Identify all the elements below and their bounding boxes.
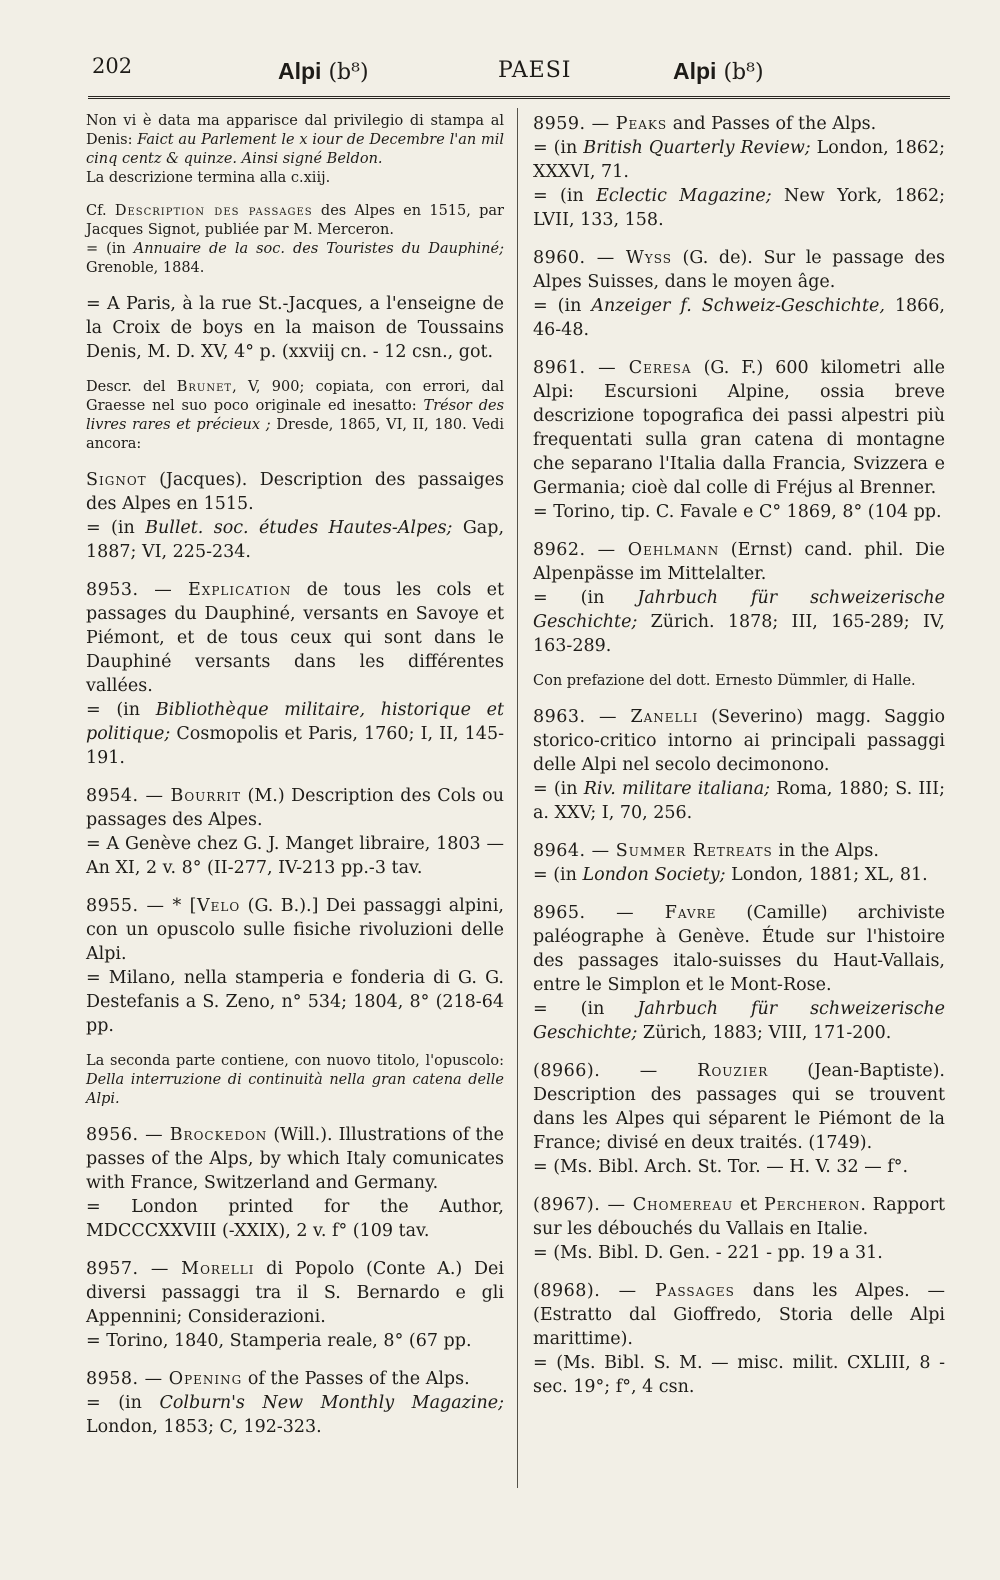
column-divider — [517, 108, 518, 1488]
note-8962: Con prefazione del dott. Ernesto Dümmler, di Halle. — [533, 673, 916, 689]
left-column — [86, 112, 504, 1453]
entry-8960: 8960. — Wyss (G. de). Sur le passage des Alpes Suisses, dans le moyen âge. = (in Anzeiger f. Schweiz-Geschichte, 1866, 46-48. — [533, 248, 945, 340]
note-8955: La seconda parte contiene, con nuovo titolo, l'opuscolo: Della interruzione di continuità nella gran catena delle Alpi. — [86, 1053, 504, 1107]
right-column — [533, 112, 945, 1413]
header-left-sup: (b⁸) — [328, 60, 369, 85]
note-cf: Cf. Description des passages des Alpes en 1515, par Jacques Signot, publiée par M. Merceron. = (in Annuaire de la soc. des Touristes du Dauphiné; Grenoble, 1884. — [86, 203, 504, 276]
entry-8961: 8961. — Ceresa (G. F.) 600 kilometri alle Alpi: Escursioni Alpine, ossia breve descrizione topografica dei passi alpestri più frequentati sulla gran catena di montagne che separano l'Italia dalla Francia, Svizzera e Germania; cioè dal colle di Fréjus al Brenner. = Torino, tip. C. Favale e C° 1869, 8° (104 pp. — [533, 358, 945, 522]
entry-8954: 8954. — Bourrit (M.) Description des Cols ou passages des Alpes. = A Genève chez G. J. Manget libraire, 1803 — An XI, 2 v. 8° (II-277, IV-213 pp.-3 tav. — [86, 786, 504, 878]
entry-8955: 8955. — * [Velo (G. B.).] Dei passaggi alpini, con un opuscolo sulle fisiche rivoluzioni delle Alpi. = Milano, nella stamperia e fonderia di G. G. Destefanis a S. Zeno, n° 534; 1804, 8° (218-64 pp. — [86, 896, 504, 1036]
entry-8962: 8962. — Oehlmann (Ernst) cand. phil. Die Alpenpässe im Mittelalter. = (in Jahrbuch für schweizerische Geschichte; Zürich. 1878; III, 165-289; IV, 163-289. — [533, 540, 945, 656]
note-brunet: Descr. del Brunet, V, 900; copiata, con errori, dal Graesse nel suo poco originale ed inesatto: Trésor des livres rares et précieux ; Dresde, 1865, VI, II, 180. Vedi ancora: — [86, 379, 505, 452]
header-left-title: Alpi — [278, 58, 322, 84]
entry-8959: 8959. — Peaks and Passes of the Alps. = (in British Quarterly Review; London, 1862; XXXVI, 71. = (in Eclectic Magazine; New York, 1862; LVII, 133, 158. — [533, 114, 946, 230]
entry-8966: (8966). — Rouzier (Jean-Baptiste). Description des passages qui se trouvent dans les Alpes qui séparent le Piémont de la France; divisé en deux traités. (1749). = (Ms. Bibl. Arch. St. Tor. — H. V. 32 — f°. — [533, 1061, 945, 1177]
header-right-title: Alpi — [673, 58, 717, 84]
entry-signot: Signot (Jacques). Description des passaiges des Alpes en 1515. = (in Bullet. soc. études Hautes-Alpes; Gap, 1887; VI, 225-234. — [86, 470, 505, 562]
header-right-sup: (b⁸) — [723, 60, 764, 85]
entry-8956: 8956. — Brockedon (Will.). Illustrations of the passes of the Alps, by which Italy comunicates with France, Switzerland and Germany. = London printed for the Author, MDCCCXXVIII (-XXIX), 2 v. f° (109 tav. — [86, 1125, 504, 1241]
entry-8957: 8957. — Morelli di Popolo (Conte A.) Dei diversi passaggi tra il S. Bernardo e gli Appennini; Considerazioni. = Torino, 1840, Stamperia reale, 8° (67 pp. — [86, 1259, 504, 1351]
entry-8967: (8967). — Chomereau et Percheron. Rapport sur les débouchés du Vallais en Italie. = (Ms. Bibl. D. Gen. - 221 - pp. 19 a 31. — [533, 1195, 945, 1263]
entry-8964: 8964. — Summer Retreats in the Alps. = (in London Society; London, 1881; XL, 81. — [533, 841, 928, 885]
entry-paris-edition: = A Paris, à la rue St.-Jacques, a l'enseigne de la Croix de boys en la maison de Toussains Denis, M. D. XV, 4° p. (xxviij cn. - 12 csn., got. — [86, 294, 504, 362]
header-right — [673, 58, 764, 85]
page-number: 202 — [92, 54, 133, 78]
running-header — [88, 48, 950, 99]
header-left — [278, 58, 369, 85]
entry-8968: (8968). — Passages dans les Alpes. — (Estratto dal Gioffredo, Storia delle Alpi marittime). = (Ms. Bibl. S. M. — misc. milit. CXLIII, 8 - sec. 19°; f°, 4 csn. — [533, 1281, 945, 1397]
entry-8958: 8958. — Opening of the Passes of the Alps. = (in Colburn's New Monthly Magazine; London, 1853; C, 192-323. — [86, 1369, 504, 1437]
entry-8965: 8965. — Favre (Camille) archiviste paléographe à Genève. Étude sur l'histoire des passages italo-suisses du Haut-Vallais, entre le Simplon et le Mont-Rose. = (in Jahrbuch für schweizerische Geschichte; Zürich, 1883; VIII, 171-200. — [533, 903, 945, 1043]
entry-8953: 8953. — Explication de tous les cols et passages du Dauphiné, versants en Savoye et Piémont, et de tous ceux qui sont dans le Dauphiné versants dans les différentes vallées. = (in Bibliothèque militaire, historique et politique; Cosmopolis et Paris, 1760; I, II, 145-191. — [86, 580, 504, 768]
entry-8963: 8963. — Zanelli (Severino) magg. Saggio storico-critico intorno ai principali passaggi delle Alpi nel secolo decimonono. = (in Riv. militare italiana; Roma, 1880; S. III; a. XXV; I, 70, 256. — [533, 707, 945, 823]
note-privilege: Non vi è data ma apparisce dal privilegio di stampa al Denis: Faict au Parlement le x iour de Decembre l'an mil cinq centz & quinze. Ainsi signé Beldon. La descrizione termina alla c.xiij. — [86, 113, 504, 186]
header-center-title: PAESI — [498, 58, 572, 83]
